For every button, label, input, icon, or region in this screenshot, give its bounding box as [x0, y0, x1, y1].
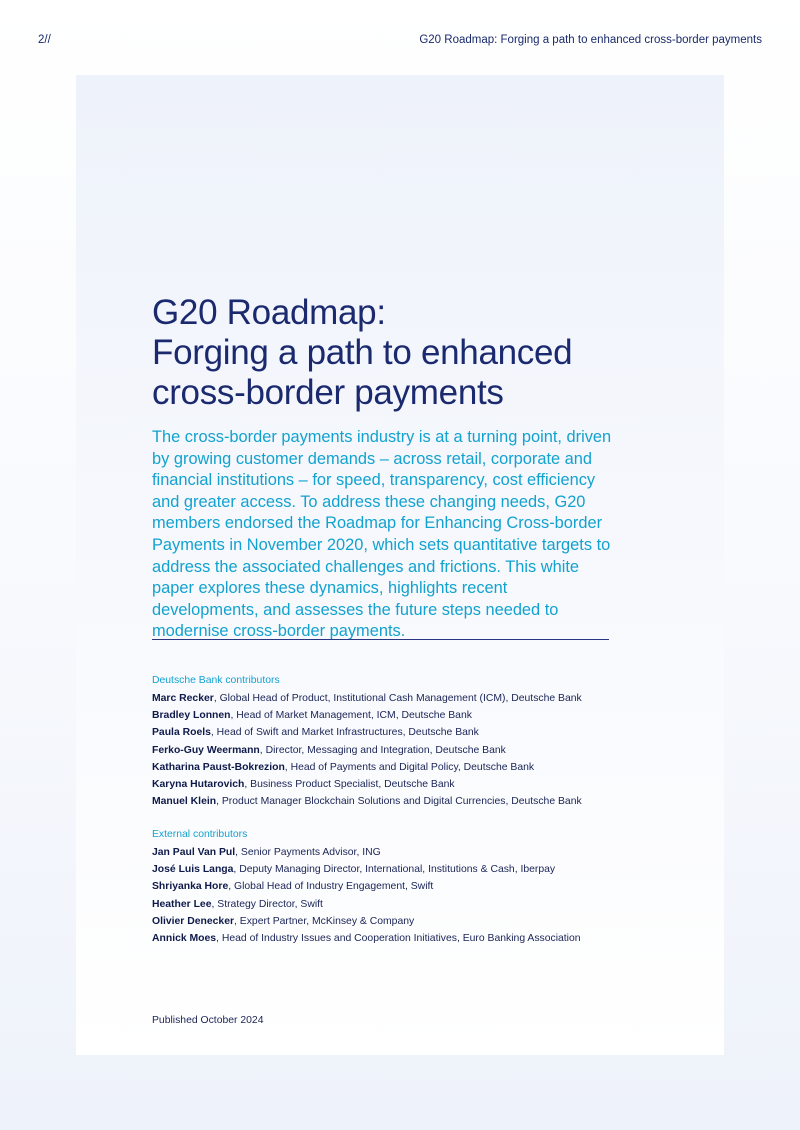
deutsche-bank-contributors-heading: Deutsche Bank contributors [152, 675, 280, 686]
contributor-name: Annick Moes [152, 933, 217, 945]
external-contributor-list [152, 844, 712, 947]
contributor-role: , Head of Swift and Market Infrastructures, Deutsche Bank [210, 727, 479, 739]
external-contributors-heading: External contributors [152, 829, 248, 840]
contributor-role: , Expert Partner, McKinsey & Company [234, 915, 415, 927]
contributor-item [152, 878, 712, 895]
title-line-3: cross-border payments [152, 373, 504, 412]
contributor-name: Bradley Lonnen [152, 710, 231, 722]
contributor-item [152, 742, 712, 759]
title-line-1: G20 Roadmap: [152, 293, 386, 332]
contributor-name: Paula Roels [152, 727, 211, 739]
content-panel [76, 75, 724, 1055]
title-line-2: Forging a path to enhanced [152, 333, 573, 372]
deutsche-bank-contributor-list [152, 690, 712, 810]
contributor-role: , Global Head of Product, Institutional Cash Management (ICM), Deutsche Bank [213, 693, 582, 704]
publication-date: Published October 2024 [152, 1015, 264, 1026]
contributor-item [152, 930, 712, 947]
contributor-name: Manuel Klein [152, 796, 217, 808]
running-title: G20 Roadmap: Forging a path to enhanced cross-border payments [419, 34, 762, 46]
contributor-item [152, 759, 712, 776]
contributor-name: Olivier Denecker [152, 915, 235, 927]
contributor-role: , Deputy Managing Director, International, Institutions & Cash, Iberpay [233, 864, 556, 876]
page-number: 2// [38, 34, 51, 46]
contributor-item [152, 844, 712, 861]
intro-paragraph: The cross-border payments industry is at a turning point, driven by growing customer demands – across retail, corporate and financial institutions – for speed, transparency, cost efficiency and greater access. To address these changing needs, G20 members endorsed the Roadmap for Enhancing Cross-border Payments in November 2020, which sets quantitative targets to address the associated challenges and frictions. This white paper explores these dynamics, highlights recent developments, and assesses the future steps needed to modernise cross-border payments. [152, 428, 612, 641]
contributor-role: , Head of Payments and Digital Policy, Deutsche Bank [284, 761, 535, 773]
contributor-role: , Senior Payments Advisor, ING [235, 847, 381, 858]
contributor-name: Jan Paul Van Pul [152, 847, 236, 858]
contributor-name: Karyna Hutarovich [152, 779, 245, 791]
contributor-name: Marc Recker [152, 693, 214, 704]
contributor-role: , Head of Market Management, ICM, Deutsche Bank [230, 710, 472, 722]
contributor-role: , Head of Industry Issues and Cooperation Initiatives, Euro Banking Association [216, 933, 581, 945]
contributor-item [152, 707, 712, 724]
contributor-item [152, 861, 712, 878]
contributor-name: José Luis Langa [152, 864, 234, 876]
section-divider [152, 639, 609, 640]
contributor-item [152, 896, 712, 913]
contributor-role: , Director, Messaging and Integration, Deutsche Bank [259, 744, 506, 756]
contributor-name: Heather Lee [152, 898, 212, 910]
contributor-role: , Global Head of Industry Engagement, Swift [228, 881, 434, 893]
document-title [152, 293, 672, 413]
contributor-item [152, 776, 712, 793]
contributor-name: Katharina Paust-Bokrezion [152, 761, 285, 773]
contributor-role: , Product Manager Blockchain Solutions and Digital Currencies, Deutsche Bank [216, 796, 582, 808]
contributor-item [152, 793, 712, 810]
contributor-item [152, 913, 712, 930]
contributor-item [152, 690, 712, 707]
contributor-role: , Business Product Specialist, Deutsche Bank [244, 779, 455, 791]
contributor-name: Ferko-Guy Weermann [152, 744, 260, 756]
contributor-item [152, 724, 712, 741]
page-header [38, 34, 762, 50]
contributor-role: , Strategy Director, Swift [211, 898, 323, 910]
contributor-name: Shriyanka Hore [152, 881, 229, 893]
